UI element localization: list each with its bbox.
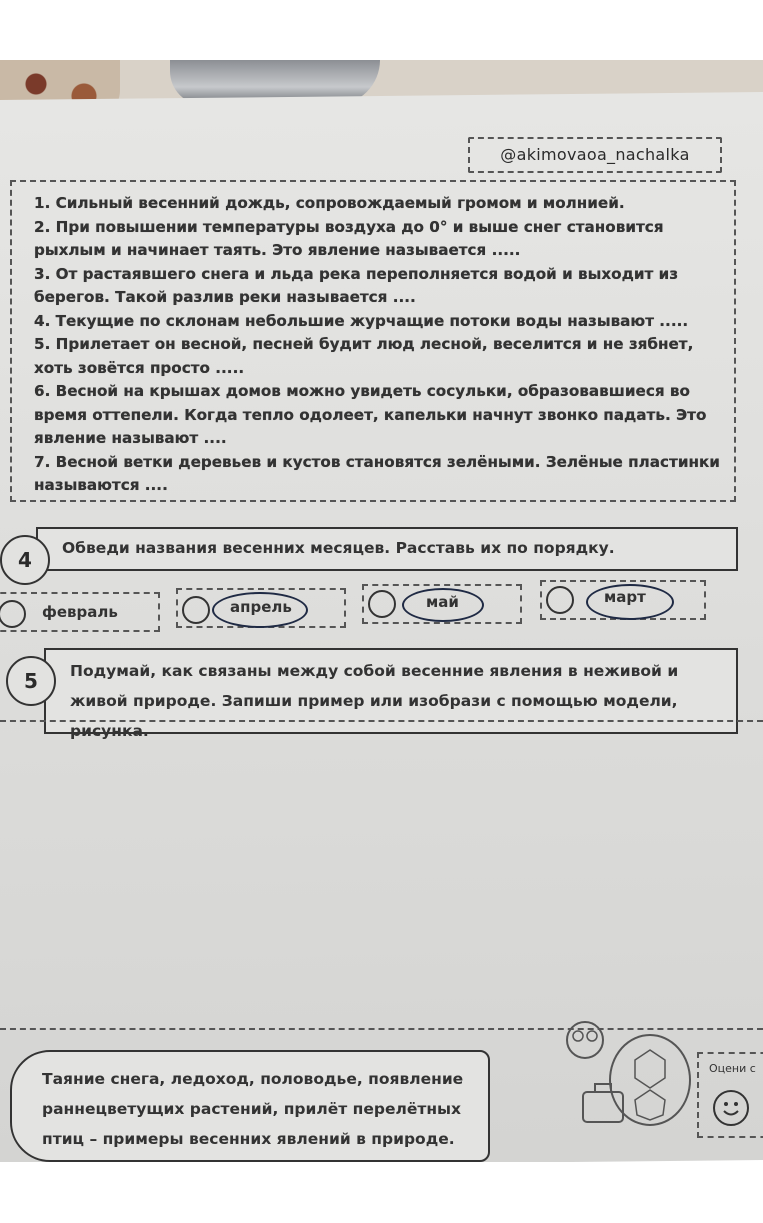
order-circle[interactable] — [0, 600, 26, 628]
order-circle[interactable] — [546, 586, 574, 614]
info-text: Таяние снега, ледоход, половодье, появление раннецветущих растений, прилёт перелётных птиц – примеры весенних явлений в природе. — [42, 1070, 464, 1148]
task4-text: Обведи названия весенних месяцев. Расставь их по порядку. — [62, 539, 615, 557]
month-option-3[interactable] — [362, 584, 522, 624]
smiley-icon[interactable] — [713, 1090, 749, 1126]
task5-text: Подумай, как связаны между собой весенние явления в неживой и живой природе. Запиши пример или изобрази с помощью модели, рисунка. — [70, 662, 679, 740]
riddle-item: 4. Текущие по склонам небольшие журчащие потоки воды называют ..... — [34, 311, 689, 330]
riddle-item: 1. Сильный весенний дождь, сопровождаемый громом и молнией. — [34, 194, 625, 212]
info-callout — [10, 1050, 490, 1162]
riddle-item: 6. Весной на крышах домов можно увидеть сосульки, образовавшиеся во время оттепели. Когда тепло одолеет, капельки начнут звонко падать. Это явление называют .... — [34, 382, 707, 447]
month-option-1[interactable] — [0, 592, 160, 632]
answer-area[interactable] — [0, 720, 763, 1030]
riddle-item: 7. Весной ветки деревьев и кустов становятся зелёными. Зелёные пластинки называются .... — [34, 452, 720, 494]
month-label: февраль — [42, 603, 118, 621]
month-label: апрель — [230, 598, 292, 616]
turtle-illustration — [555, 1010, 695, 1140]
smiley-face-icon — [715, 1092, 747, 1124]
author-handle: @akimovaoa_nachalka — [468, 137, 722, 173]
task4-number: 4 — [0, 535, 50, 585]
riddle-item: 2. При повышении температуры воздуха до 0° и выше снег становится рыхлым и начинает таять. Это явление называется ..... — [34, 217, 664, 259]
self-assessment-label: Оцени с — [709, 1062, 756, 1075]
month-label: март — [604, 588, 646, 606]
riddles-list — [12, 182, 734, 498]
order-circle[interactable] — [368, 590, 396, 618]
order-circle[interactable] — [182, 596, 210, 624]
month-option-4[interactable] — [540, 580, 706, 620]
self-assessment-box — [697, 1052, 763, 1138]
month-option-2[interactable] — [176, 588, 346, 628]
riddle-item: 3. От растаявшего снега и льда река переполняется водой и выходит из берегов. Такой разлив реки называется .... — [34, 264, 679, 306]
bottom-margin — [0, 1162, 763, 1223]
task4-prompt — [36, 527, 738, 571]
task5-number: 5 — [6, 656, 56, 706]
riddles-box — [10, 180, 736, 502]
month-label: май — [426, 593, 459, 611]
riddle-item: 5. Прилетает он весной, песней будит люд лесной, веселится и не зябнет, хоть зовётся просто ..... — [34, 335, 694, 377]
